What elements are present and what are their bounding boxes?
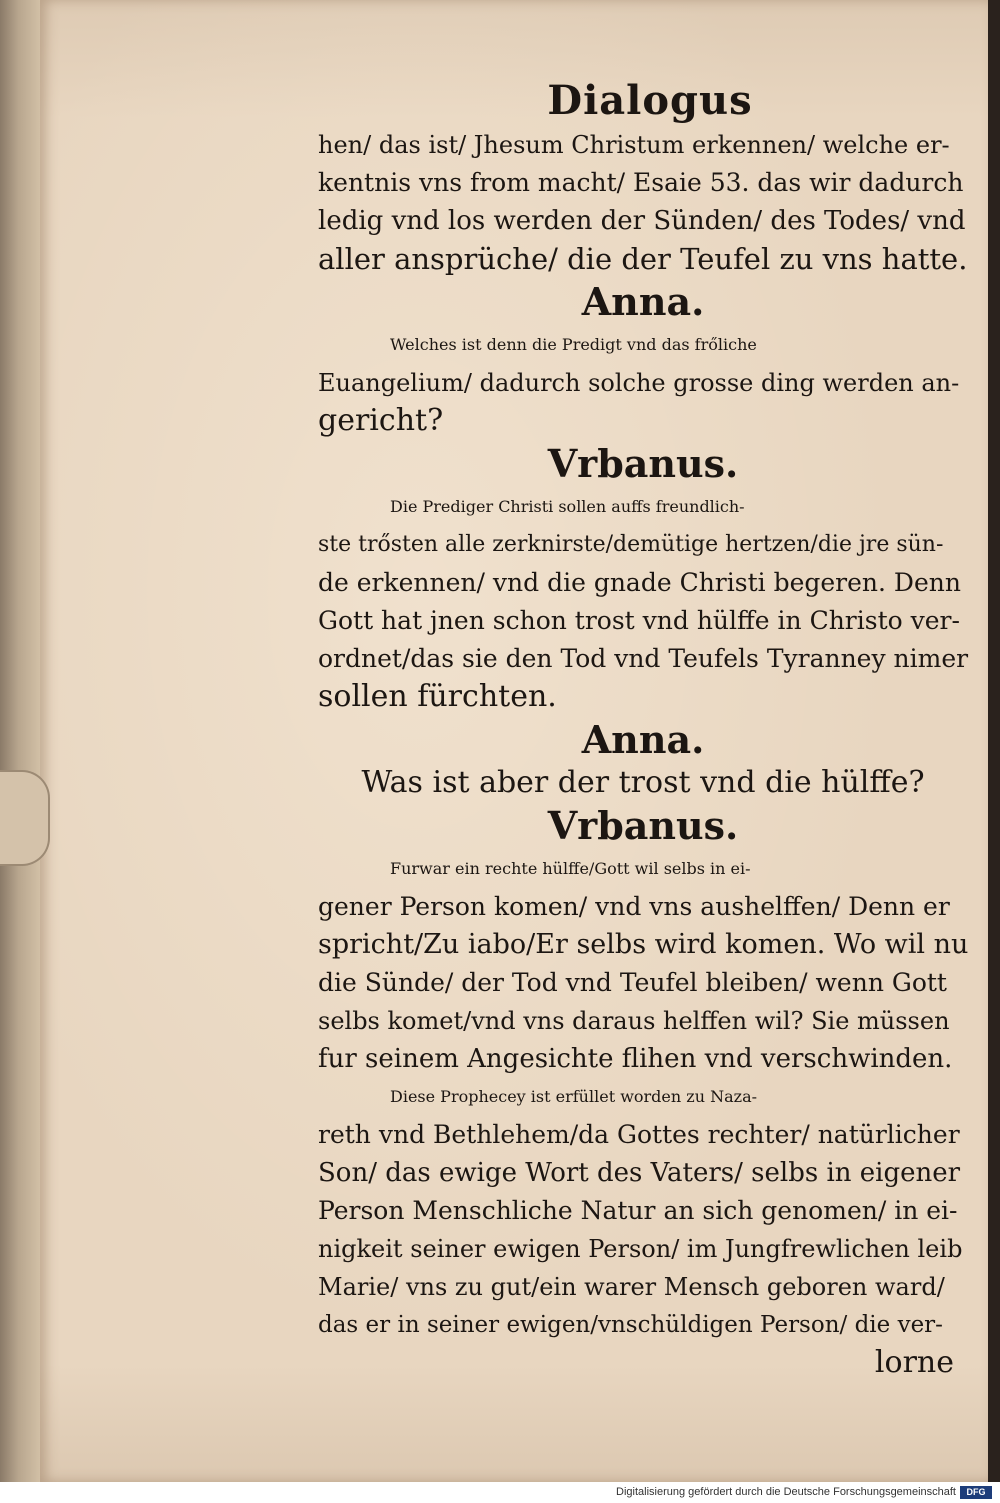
text-line: Marie/ vns zu gut/ein warer Mensch geboren ward/	[318, 1273, 945, 1301]
funding-note: Digitalisierung gefördert durch die Deutsche Forschungsgemeinschaft	[616, 1486, 956, 1498]
text-line: fur seinem Angesichte flihen vnd verschwinden.	[318, 1044, 953, 1074]
text-line: gericht?	[318, 403, 444, 438]
text-line: Gott hat jnen schon trost vnd hülffe in Christo ver-	[318, 606, 960, 635]
speaker-heading: Anna.	[581, 717, 705, 762]
speaker-heading: Vrbanus.	[547, 441, 739, 486]
text-line: Was ist aber der trost vnd die hülffe?	[361, 765, 925, 800]
speaker-heading: Vrbanus.	[547, 803, 739, 848]
text-line: Son/ das ewige Wort des Vaters/ selbs in eigener	[318, 1158, 961, 1188]
text-line: gener Person komen/ vnd vns aushelffen/ Denn er	[318, 892, 950, 921]
text-line: Die Prediger Christi sollen auffs freundlich-	[390, 497, 745, 516]
text-line: aller ansprüche/ die der Teufel zu vns hatte.	[318, 242, 968, 276]
text-line: selbs komet/vnd vns daraus helffen wil? Sie müssen	[318, 1007, 950, 1035]
speaker-heading: Anna.	[581, 279, 705, 324]
clasp-tab	[0, 770, 50, 866]
text-line: nigkeit seiner ewigen Person/ im Jungfrewlichen leib	[318, 1235, 963, 1263]
text-line: reth vnd Bethlehem/da Gottes rechter/ natürlicher	[318, 1120, 960, 1149]
text-line: Welches ist denn die Predigt vnd das frőliche	[390, 335, 757, 354]
text-line: ledig vnd los werden der Sünden/ des Todes/ vnd	[318, 206, 966, 236]
dfg-logo: DFG	[960, 1486, 992, 1499]
page-text	[318, 78, 968, 1382]
catchword: lorne	[874, 1345, 954, 1380]
text-line: Diese Prophecey ist erfüllet worden zu Naza-	[390, 1087, 758, 1106]
text-line: kentnis vns from macht/ Esaie 53. das wir dadurch	[318, 168, 964, 197]
text-line: sollen fürchten.	[318, 679, 557, 714]
text-line: Person Menschliche Natur an sich genomen/ in ei-	[318, 1196, 958, 1225]
running-head: Dialogus	[547, 77, 753, 124]
text-line: de erkennen/ vnd die gnade Christi begeren. Denn	[318, 568, 961, 597]
text-line: spricht/Zu iabo/Er selbs wird komen. Wo wil nu	[318, 929, 969, 960]
text-line: ste trősten alle zerknirste/demütige hertzen/die jre sün-	[318, 532, 944, 557]
text-line: ordnet/das sie den Tod vnd Teufels Tyranney nimer	[318, 644, 969, 673]
text-line: das er in seiner ewigen/vnschüldigen Person/ die ver-	[318, 1312, 943, 1338]
footer-bar	[0, 1482, 1000, 1503]
text-body	[318, 126, 968, 1344]
binding-edge	[988, 0, 1000, 1482]
text-line: Furwar ein rechte hülffe/Gott wil selbs in ei-	[390, 859, 751, 878]
text-line: die Sünde/ der Tod vnd Teufel bleiben/ wenn Gott	[318, 968, 947, 997]
text-line: Euangelium/ dadurch solche grosse ding werden an-	[318, 369, 960, 397]
text-line: hen/ das ist/ Jhesum Christum erkennen/ welche er-	[318, 131, 950, 159]
